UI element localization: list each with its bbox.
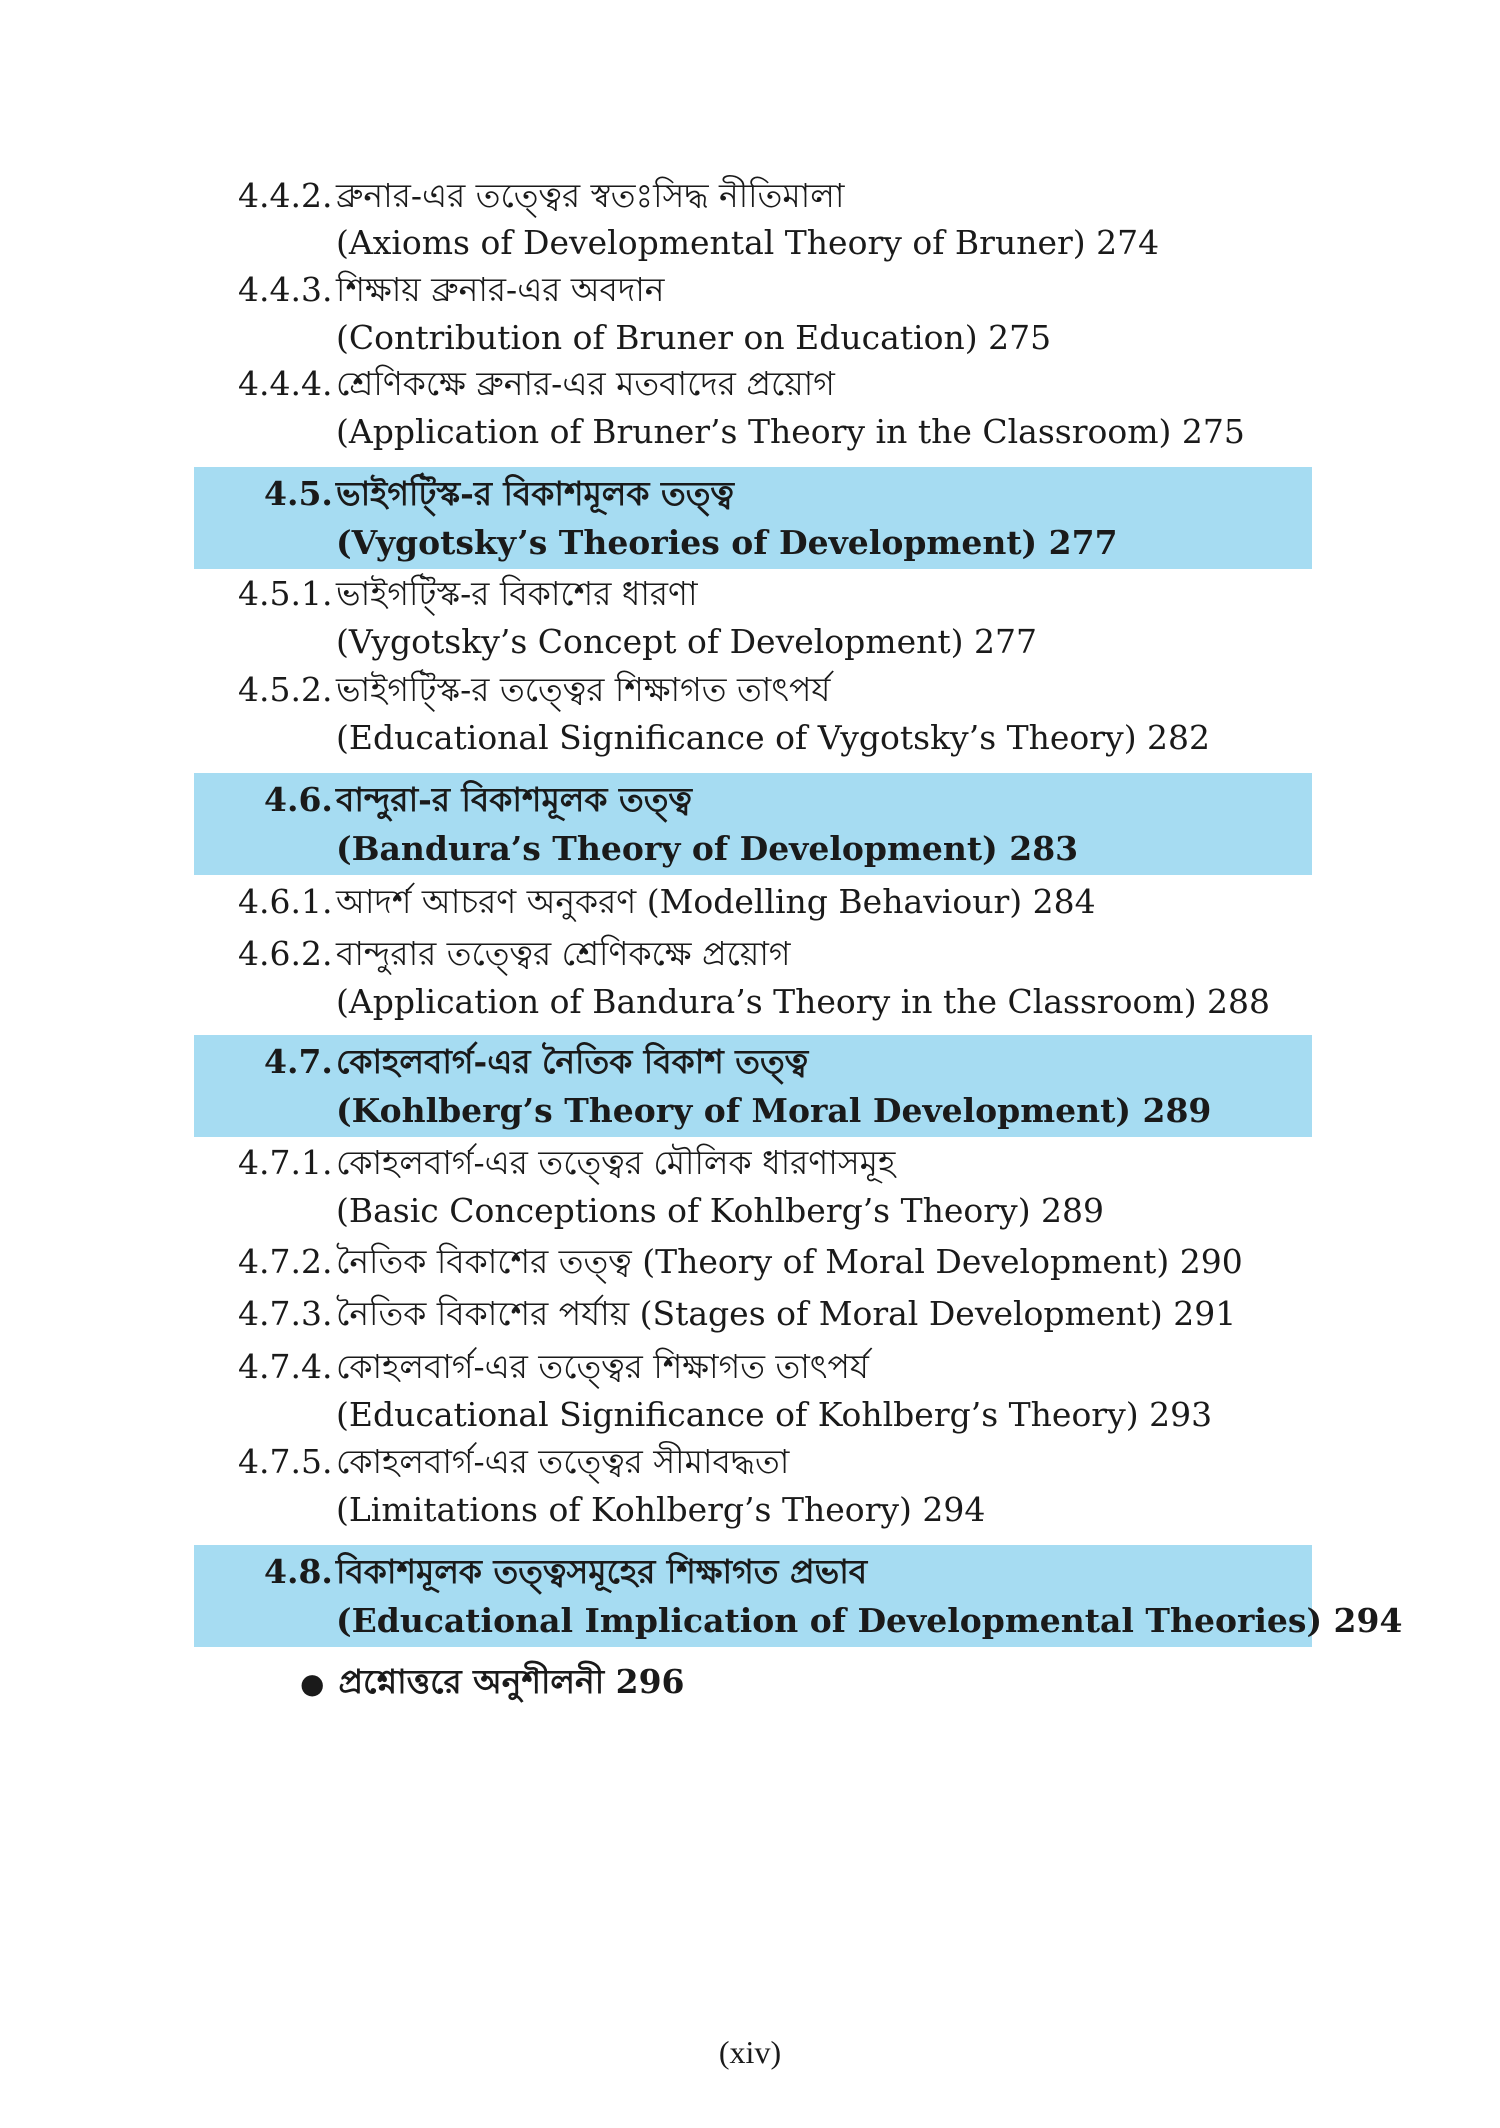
entry-title: নৈতিক বিকাশের পর্যায় (Stages of Moral Development) 291 <box>336 1294 1237 1333</box>
entry-number: 4.5.2. <box>238 670 333 709</box>
entry-title-bengali: বান্দুরার তত্ত্বের শ্রেণিকক্ষে প্রয়োগ <box>336 934 791 973</box>
entry-title-bengali: কোহলবার্গ-এর তত্ত্বের মৌলিক ধারণাসমূহ <box>336 1143 896 1182</box>
entry-number: 4.7.3. <box>238 1294 333 1333</box>
toc-entry-4-7-3 <box>238 1292 1236 1336</box>
toc-entry-4-7-5 <box>238 1440 789 1484</box>
entry-number: 4.4.3. <box>238 270 333 309</box>
toc-entry-4-7-4-english: (Educational Significance of Kohlberg’s Theory) 293 <box>336 1395 1213 1434</box>
entry-number: 4.7.1. <box>238 1143 333 1182</box>
entry-number: 4.7.2. <box>238 1242 333 1281</box>
toc-entry-4-6-1 <box>238 880 1096 924</box>
toc-section-4-5 <box>264 472 734 516</box>
section-title-bengali: কোহলবার্গ-এর নৈতিক বিকাশ তত্ত্ব <box>336 1042 809 1081</box>
toc-entry-4-4-3 <box>238 268 665 312</box>
toc-entry-4-4-4-english: (Application of Bruner’s Theory in the Classroom) 275 <box>336 412 1245 451</box>
entry-number: 4.7.4. <box>238 1347 333 1386</box>
toc-entry-4-4-2-english: (Axioms of Developmental Theory of Bruner) 274 <box>336 223 1160 262</box>
toc-section-4-7-english: (Kohlberg’s Theory of Moral Development) 289 <box>336 1091 1212 1130</box>
section-number: 4.7. <box>264 1042 333 1081</box>
toc-section-4-6-english: (Bandura’s Theory of Development) 283 <box>336 829 1079 868</box>
section-title-bengali: বান্দুরা-র বিকাশমূলক তত্ত্ব <box>336 780 692 819</box>
toc-entry-4-6-2-english: (Application of Bandura’s Theory in the Classroom) 288 <box>336 982 1271 1021</box>
entry-title-bengali: ভাইগট্স্কি-র তত্ত্বের শিক্ষাগত তাৎপর্য <box>336 670 831 709</box>
toc-section-4-8 <box>264 1550 867 1594</box>
toc-entry-4-4-3-english: (Contribution of Bruner on Education) 275 <box>336 318 1052 357</box>
toc-entry-4-5-1 <box>238 572 698 616</box>
entry-number: 4.4.2. <box>238 176 333 215</box>
exercise-title: প্রশ্নোত্তরে অনুশীলনী 296 <box>338 1662 685 1701</box>
section-number: 4.6. <box>264 780 333 819</box>
toc-entry-4-4-4 <box>238 362 835 406</box>
toc-section-4-7 <box>264 1040 808 1084</box>
section-title-bengali: ভাইগট্স্কি-র বিকাশমূলক তত্ত্ব <box>336 474 734 513</box>
entry-title-bengali: শিক্ষায় ব্রুনার-এর অবদান <box>336 270 665 309</box>
entry-title-bengali: শ্রেণিকক্ষে ব্রুনার-এর মতবাদের প্রয়োগ <box>336 364 835 403</box>
toc-entry-4-5-2 <box>238 668 830 712</box>
toc-entry-4-7-5-english: (Limitations of Kohlberg’s Theory) 294 <box>336 1490 986 1529</box>
toc-entry-4-7-4 <box>238 1345 869 1389</box>
toc-section-4-6 <box>264 778 692 822</box>
section-number: 4.8. <box>264 1552 333 1591</box>
toc-entry-4-7-1-english: (Basic Conceptions of Kohlberg’s Theory) 289 <box>336 1191 1105 1230</box>
toc-entry-4-4-2 <box>238 174 844 218</box>
entry-number: 4.4.4. <box>238 364 333 403</box>
bullet-icon: ● <box>300 1667 325 1700</box>
entry-title-bengali: ভাইগট্স্কি-র বিকাশের ধারণা <box>336 574 698 613</box>
toc-entry-4-6-2 <box>238 932 791 976</box>
entry-title-bengali: কোহলবার্গ-এর তত্ত্বের শিক্ষাগত তাৎপর্য <box>336 1347 869 1386</box>
entry-title-bengali: কোহলবার্গ-এর তত্ত্বের সীমাবদ্ধতা <box>336 1442 790 1481</box>
section-title-bengali: বিকাশমূলক তত্ত্বসমূহের শিক্ষাগত প্রভাব <box>336 1552 868 1591</box>
toc-entry-4-7-2 <box>238 1240 1243 1284</box>
entry-number: 4.6.1. <box>238 882 333 921</box>
section-number: 4.5. <box>264 474 333 513</box>
entry-title: আদর্শ আচরণ অনুকরণ (Modelling Behaviour) 284 <box>336 882 1096 921</box>
toc-section-4-5-english: (Vygotsky’s Theories of Development) 277 <box>336 523 1118 562</box>
entry-number: 4.7.5. <box>238 1442 333 1481</box>
entry-number: 4.6.2. <box>238 934 333 973</box>
toc-section-4-8-english: (Educational Implication of Developmental Theories) 294 <box>336 1601 1403 1640</box>
toc-entry-4-5-2-english: (Educational Significance of Vygotsky’s Theory) 282 <box>336 718 1211 757</box>
page-number: (xiv) <box>718 2034 782 2070</box>
toc-entry-4-7-1 <box>238 1141 895 1185</box>
entry-number: 4.5.1. <box>238 574 333 613</box>
entry-title-bengali: ব্রুনার-এর তত্ত্বের স্বতঃসিদ্ধ নীতিমালা <box>336 176 845 215</box>
toc-exercise-entry <box>300 1660 685 1706</box>
entry-title: নৈতিক বিকাশের তত্ত্ব (Theory of Moral Development) 290 <box>336 1242 1243 1281</box>
toc-entry-4-5-1-english: (Vygotsky’s Concept of Development) 277 <box>336 622 1037 661</box>
